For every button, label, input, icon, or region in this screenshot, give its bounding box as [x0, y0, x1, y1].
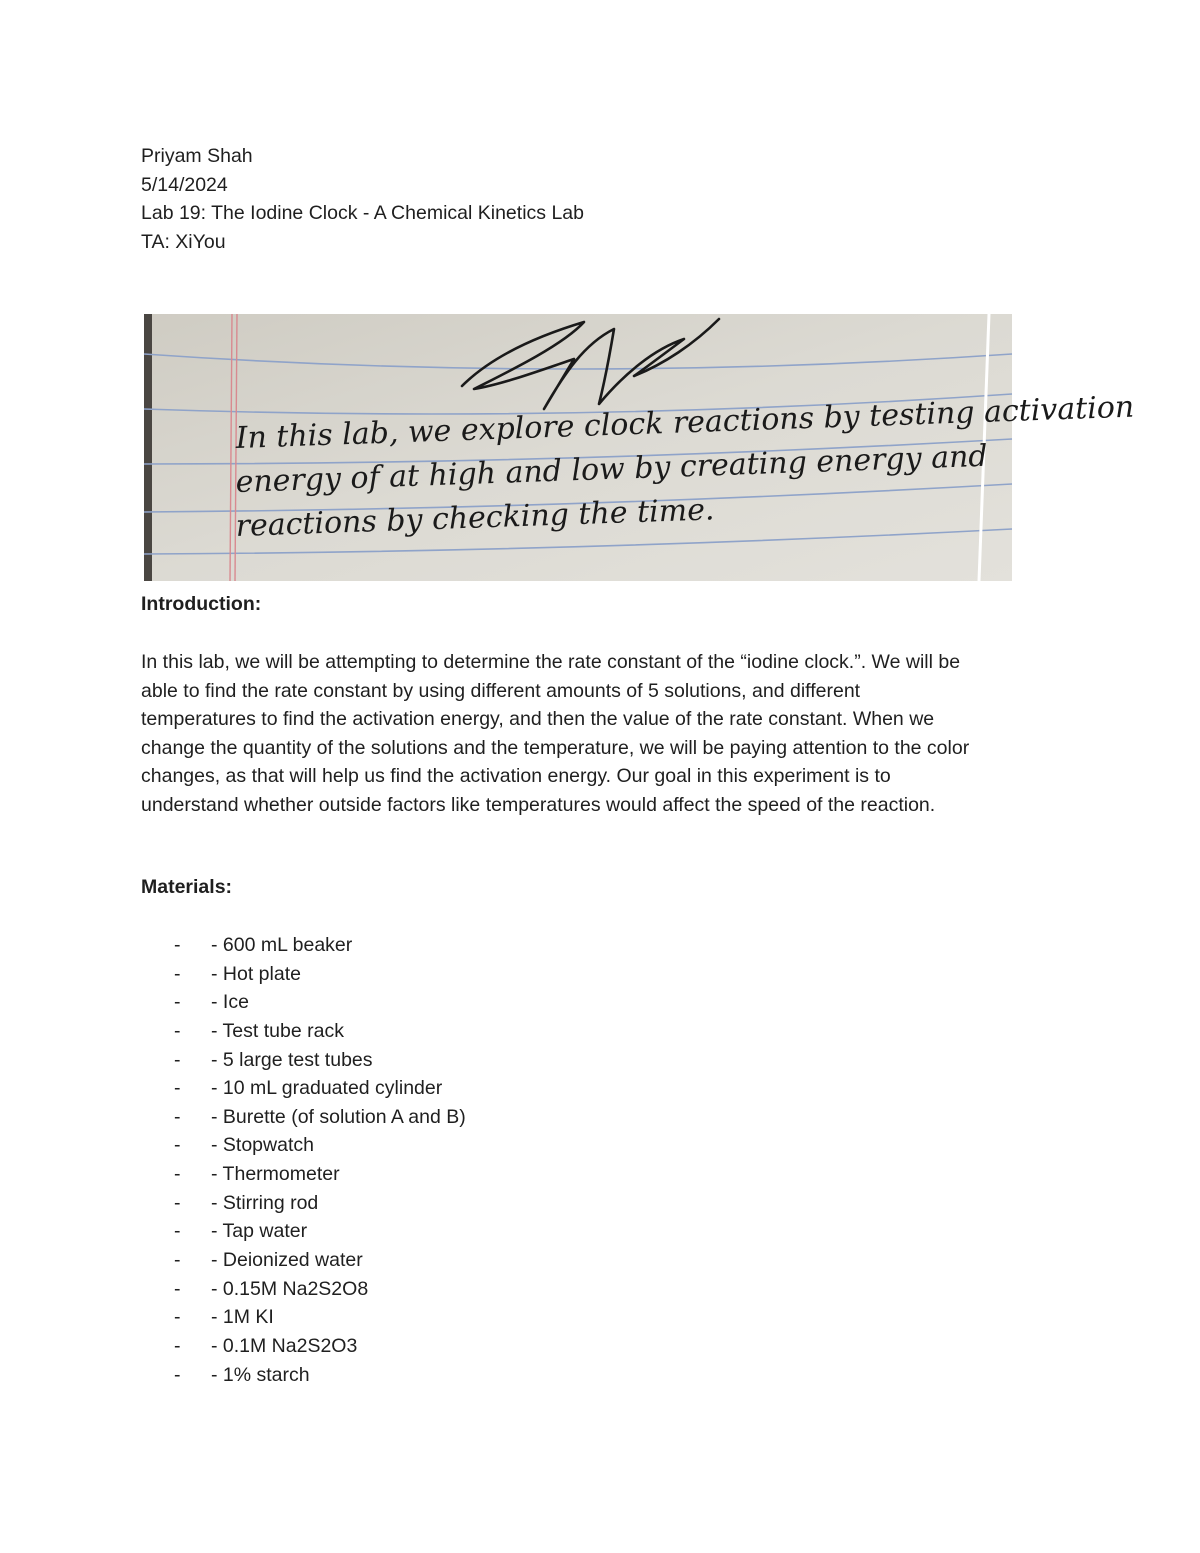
bullet-dash: -: [174, 1105, 181, 1128]
handwriting-line-3: reactions by checking the time.: [235, 492, 716, 544]
material-item: - 600 mL beaker: [211, 934, 353, 956]
list-item: [0, 988, 1200, 1017]
bullet-dash: -: [174, 1077, 181, 1100]
bullet-dash: -: [174, 962, 181, 985]
list-item: [0, 1361, 1200, 1390]
material-item: - 10 mL graduated cylinder: [211, 1077, 443, 1100]
handwriting-line-1: In this lab, we explore clock reactions by testing activation: [235, 389, 1135, 456]
materials-list: [0, 931, 1200, 1389]
list-item: [0, 1017, 1200, 1046]
bullet-dash: -: [174, 1363, 181, 1386]
bullet-dash: -: [174, 1249, 181, 1272]
list-item: [0, 1275, 1200, 1304]
material-item: - Ice: [211, 991, 249, 1014]
material-item: - Deionized water: [211, 1249, 363, 1272]
handwriting-line-2: energy of at high and low by creating energy and: [235, 438, 989, 500]
intro-line: In this lab, we will be attempting to determine the rate constant of the “iodine clock.”. We will be: [141, 651, 961, 673]
list-item: [0, 1217, 1200, 1246]
list-item: [0, 1160, 1200, 1189]
list-item: [0, 1103, 1200, 1132]
material-item: - 5 large test tubes: [211, 1048, 373, 1071]
introduction-paragraph: [141, 648, 1066, 820]
author-name: Priyam Shah: [141, 145, 253, 167]
bullet-dash: -: [174, 1220, 181, 1243]
material-item: - Stirring rod: [211, 1191, 319, 1214]
bullet-dash: -: [174, 1048, 181, 1071]
list-item: [0, 1074, 1200, 1103]
notebook-photo-svg: [144, 314, 1135, 581]
list-item: [0, 1131, 1200, 1160]
list-item: [0, 1332, 1200, 1361]
intro-line: change the quantity of the solutions and the temperature, we will be paying attention to the color: [141, 736, 970, 759]
material-item: - 0.1M Na2S2O3: [211, 1334, 358, 1357]
bullet-dash: -: [174, 991, 181, 1014]
material-item: - Test tube rack: [211, 1019, 344, 1042]
ta-name: TA: XiYou: [141, 230, 226, 253]
material-item: - 0.15M Na2S2O8: [211, 1277, 369, 1300]
handwritten-note-photo: [144, 314, 1135, 581]
list-item: [0, 1046, 1200, 1075]
bullet-dash: -: [174, 1019, 181, 1042]
lab-date: 5/14/2024: [141, 173, 228, 196]
intro-line: understand whether outside factors like temperatures would affect the speed of the reaction.: [141, 793, 936, 816]
list-item: [0, 1303, 1200, 1332]
bullet-dash: -: [174, 1134, 181, 1157]
intro-line: changes, as that will help us find the activation energy. Our goal in this experiment is to: [141, 765, 891, 788]
materials-heading: Materials:: [141, 876, 233, 898]
material-item: - Tap water: [211, 1220, 308, 1243]
list-item: [0, 931, 1200, 960]
list-item: [0, 960, 1200, 989]
intro-line: temperatures to find the activation energy, and then the value of the rate constant. When we: [141, 708, 935, 731]
bullet-dash: -: [174, 1277, 181, 1300]
material-item: - Hot plate: [211, 962, 301, 985]
intro-line: able to find the rate constant by using different amounts of 5 solutions, and different: [141, 679, 861, 702]
list-item: [0, 1246, 1200, 1275]
introduction-heading: Introduction:: [141, 593, 262, 615]
lab-title: Lab 19: The Iodine Clock - A Chemical Kinetics Lab: [141, 202, 584, 225]
bullet-dash: -: [174, 1163, 181, 1186]
material-item: - Stopwatch: [211, 1134, 314, 1157]
material-item: - 1M KI: [211, 1306, 274, 1329]
document-header: [141, 142, 584, 256]
bullet-dash: -: [174, 1334, 181, 1357]
bullet-dash: -: [174, 934, 181, 956]
material-item: - Thermometer: [211, 1163, 340, 1186]
material-item: - Burette (of solution A and B): [211, 1105, 466, 1128]
list-item: [0, 1189, 1200, 1218]
bullet-dash: -: [174, 1306, 181, 1329]
bullet-dash: -: [174, 1191, 181, 1214]
material-item: - 1% starch: [211, 1363, 310, 1386]
